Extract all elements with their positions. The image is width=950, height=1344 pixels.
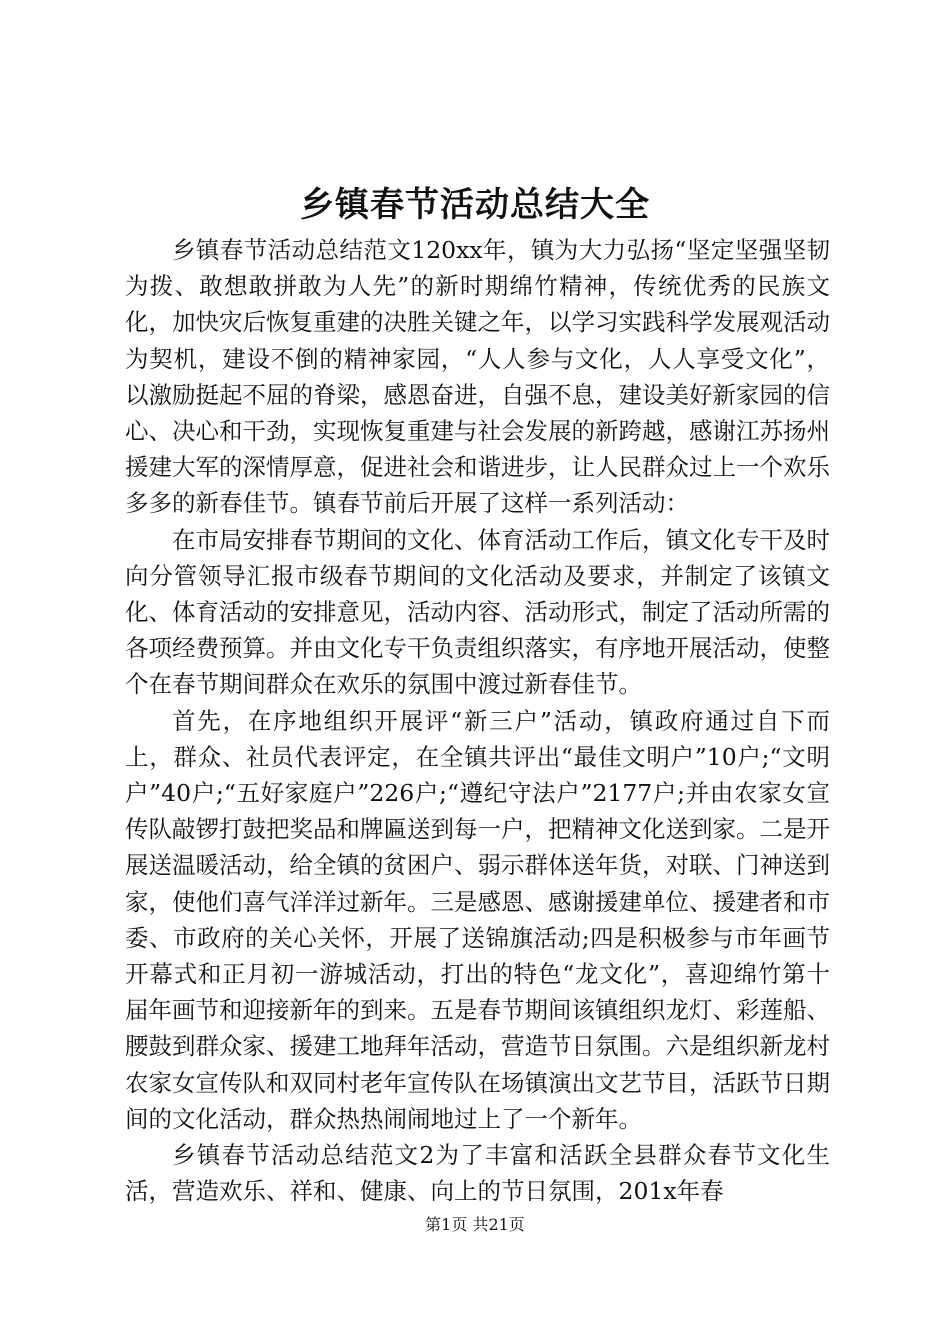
body-paragraph: 首先，在序地组织开展评“新三户”活动，镇政府通过自下而上，群众、社员代表评定，在全镇共评出“最佳文明户”10户;“文明户”40户;“五好家庭户”226户;“遵纪守法户”2177户;并由农家女宣传队敲锣打鼓把奖品和牌匾送到每一户，把精神文化送到家。二是开展送温暖活动，给全镇的贫困户、弱示群体送年货，对联、门神送到家，使他们喜气洋洋过新年。三是感恩、感谢援建单位、援建者和市委、市政府的关心关怀，开展了送锦旗活动;四是积极参与市年画节开幕式和正月初一游城活动，打出的特色“龙文化”，喜迎绵竹第十届年画节和迎接新年的到来。五是春节期间该镇组织龙灯、彩莲船、腰鼓到群众家、援建工地拜年活动，营造节日氛围。六是组织新龙村农家女宣传队和双同村老年宣传队在场镇演出文艺节目，活跃节日期间的文化活动，群众热热闹闹地过上了一个新年。 xyxy=(125,706,830,1133)
document-body xyxy=(125,232,830,1209)
body-paragraph: 乡镇春节活动总结范文2为了丰富和活跃全县群众春节文化生活，营造欢乐、祥和、健康、向上的节日氛围，201x年春 xyxy=(125,1141,830,1206)
page-footer: 第1页 共21页 xyxy=(425,1215,525,1234)
body-paragraph: 在市局安排春节期间的文化、体育活动工作后，镇文化专干及时向分管领导汇报市级春节期间的文化活动及要求，并制定了该镇文化、体育活动的安排意见，活动内容、活动形式，制定了活动所需的各项经费预算。并由文化专干负责组织落实，有序地开展活动，使整个在春节期间群众在欢乐的氛围中渡过新春佳节。 xyxy=(125,525,830,699)
document-title: 乡镇春节活动总结大全 xyxy=(300,185,650,225)
body-paragraph: 乡镇春节活动总结范文120xx年，镇为大力弘扬“坚定坚强坚韧为拨、敢想敢拼敢为人先”的新时期绵竹精神，传统优秀的民族文化，加快灾后恢复重建的决胜关键之年，以学习实践科学发展观活动为契机，建设不倒的精神家园，“人人参与文化，人人享受文化”，以激励挺起不屈的脊梁，感恩奋进，自强不息，建设美好新家园的信心、决心和干劲，实现恢复重建与社会发展的新跨越，感谢江苏扬州援建大军的深情厚意，促进社会和谐进步，让人民群众过上一个欢乐多多的新春佳节。镇春节前后开展了这样一系列活动： xyxy=(125,236,830,518)
